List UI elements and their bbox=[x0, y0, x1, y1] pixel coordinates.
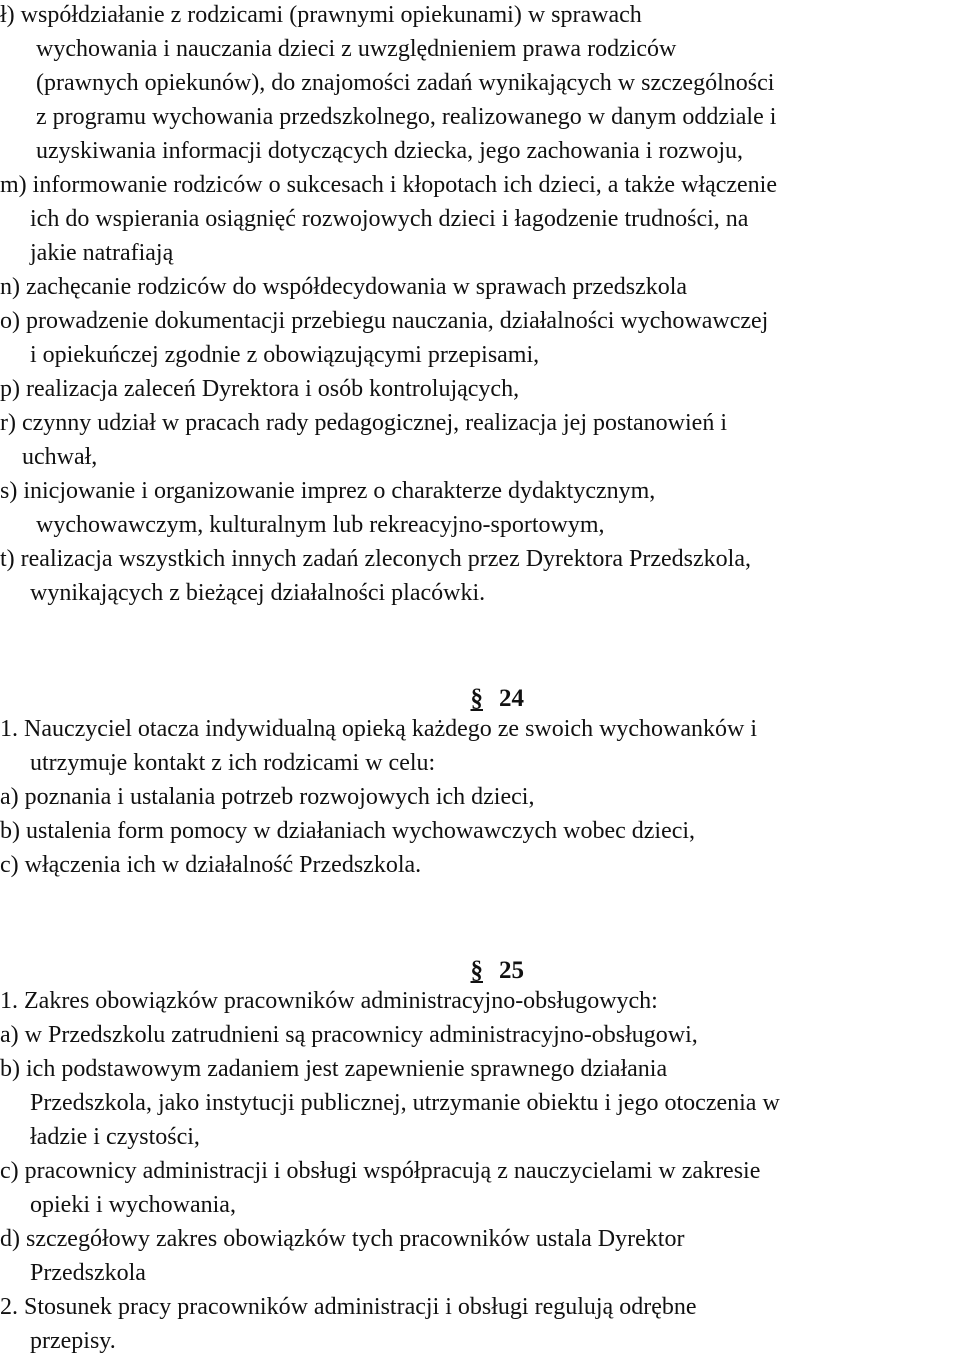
list-item-continuation: z programu wychowania przedszkolnego, realizowanego w danym oddziale i bbox=[36, 104, 777, 130]
list-item: p) realizacja zaleceń Dyrektora i osób kontrolujących, bbox=[0, 376, 520, 402]
list-item: m) informowanie rodziców o sukcesach i kłopotach ich dzieci, a także włączenie bbox=[0, 172, 777, 198]
section-heading-24 bbox=[458, 645, 524, 717]
list-item-continuation: Przedszkola bbox=[30, 1260, 146, 1286]
list-item: a) w Przedszkolu zatrudnieni są pracownicy administracyjno-obsługowi, bbox=[0, 1022, 698, 1048]
list-item-continuation: (prawnych opiekunów), do znajomości zadań wynikających w szczególności bbox=[36, 70, 775, 96]
list-item: o) prowadzenie dokumentacji przebiegu nauczania, działalności wychowawczej bbox=[0, 308, 769, 334]
list-item-continuation: uzyskiwania informacji dotyczących dziecka, jego zachowania i rozwoju, bbox=[36, 138, 744, 164]
list-item-continuation: wychowania i nauczania dzieci z uwzględnieniem prawa rodziców bbox=[36, 36, 677, 62]
section-sign: § bbox=[470, 957, 483, 984]
list-item: d) szczegółowy zakres obowiązków tych pracowników ustala Dyrektor bbox=[0, 1226, 685, 1252]
list-item-continuation: i opiekuńczej zgodnie z obowiązującymi przepisami, bbox=[30, 342, 540, 368]
list-item: r) czynny udział w pracach rady pedagogicznej, realizacja jej postanowień i bbox=[0, 410, 727, 436]
paragraph-continuation: przepisy. bbox=[30, 1328, 116, 1354]
list-item: b) ich podstawowym zadaniem jest zapewnienie sprawnego działania bbox=[0, 1056, 668, 1082]
list-item-continuation: ich do wspierania osiągnięć rozwojowych dzieci i łagodzenie trudności, na bbox=[30, 206, 749, 232]
list-item: s) inicjowanie i organizowanie imprez o charakterze dydaktycznym, bbox=[0, 478, 656, 504]
section-sign: § bbox=[470, 685, 483, 712]
list-item-continuation: Przedszkola, jako instytucji publicznej, utrzymanie obiektu i jego otoczenia w bbox=[30, 1090, 780, 1116]
paragraph-continuation: utrzymuje kontakt z ich rodzicami w celu: bbox=[30, 750, 436, 776]
list-item-continuation: opieki i wychowania, bbox=[30, 1192, 236, 1218]
list-item: t) realizacja wszystkich innych zadań zleconych przez Dyrektora Przedszkola, bbox=[0, 546, 751, 572]
list-item-continuation: jakie natrafiają bbox=[30, 240, 174, 266]
list-item: ł) współdziałanie z rodzicami (prawnymi opiekunami) w sprawach bbox=[0, 2, 642, 28]
list-item-continuation: wynikających z bieżącej działalności placówki. bbox=[30, 580, 486, 606]
paragraph: 1. Nauczyciel otacza indywidualną opieką każdego ze swoich wychowanków i bbox=[0, 716, 758, 742]
list-item-continuation: wychowawczym, kulturalnym lub rekreacyjno-sportowym, bbox=[36, 512, 605, 538]
list-item-continuation: uchwał, bbox=[22, 444, 98, 470]
list-item: n) zachęcanie rodziców do współdecydowania w sprawach przedszkola bbox=[0, 274, 688, 300]
paragraph: 2. Stosunek pracy pracowników administracji i obsługi regulują odrębne bbox=[0, 1294, 697, 1320]
list-item: b) ustalenia form pomocy w działaniach wychowawczych wobec dzieci, bbox=[0, 818, 696, 844]
section-heading-25 bbox=[458, 917, 524, 989]
list-item: a) poznania i ustalania potrzeb rozwojowych ich dzieci, bbox=[0, 784, 535, 810]
paragraph: 1. Zakres obowiązków pracowników administracyjno-obsługowych: bbox=[0, 988, 658, 1014]
list-item-continuation: ładzie i czystości, bbox=[30, 1124, 200, 1150]
list-item: c) włączenia ich w działalność Przedszkola. bbox=[0, 852, 422, 878]
section-number: 24 bbox=[499, 685, 524, 712]
list-item: c) pracownicy administracji i obsługi współpracują z nauczycielami w zakresie bbox=[0, 1158, 761, 1184]
section-number: 25 bbox=[499, 957, 524, 984]
